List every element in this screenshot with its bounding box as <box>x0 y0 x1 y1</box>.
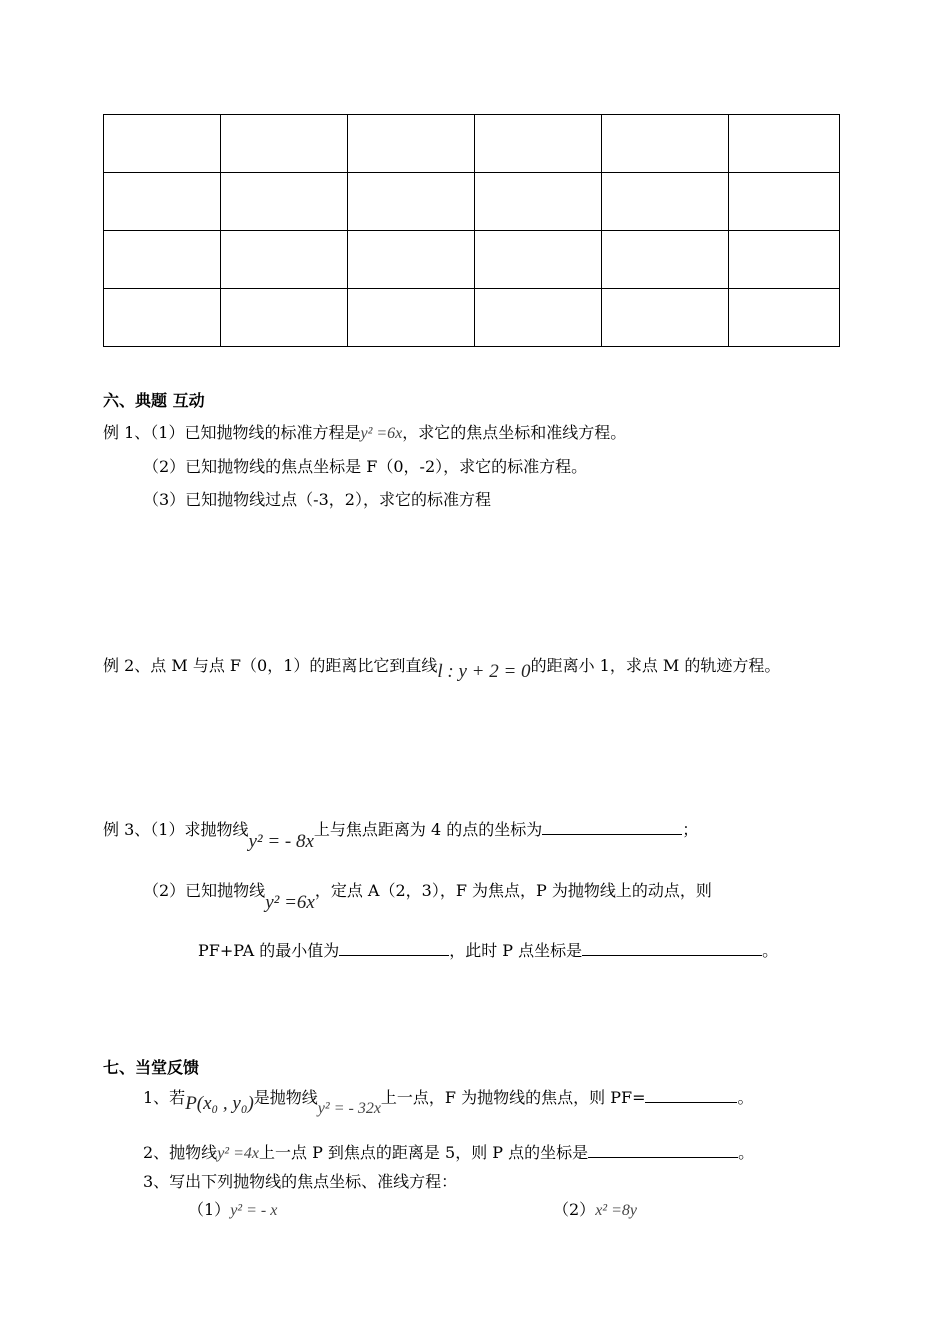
example-1-part-1: 例 1、（1）已知抛物线的标准方程是y² =6x，求它的焦点坐标和准线方程。 <box>103 423 627 442</box>
question-3-item-2: （2）x² =8y <box>553 1200 637 1219</box>
question-3: 3、写出下列抛物线的焦点坐标、准线方程： <box>143 1172 458 1191</box>
answer-blank[interactable] <box>645 1087 737 1103</box>
question-1: 1、若P(x₀ , y₀)是抛物线y² = - 32x上一点，F 为抛物线的焦点，则 PF= 。 <box>143 1088 754 1117</box>
section-7-title: 七、当堂反馈 <box>103 1058 200 1077</box>
answer-blank[interactable] <box>582 940 762 956</box>
example-1-label: 例 1、 <box>103 423 151 442</box>
formula: y² =6x <box>265 892 315 913</box>
example-3-part-2: （2）已知抛物线y² =6x，定点 A（2，3），F 为焦点，P 为抛物线上的动点，则 <box>143 881 712 913</box>
question-3-item-1: （1）y² = - x <box>188 1200 278 1219</box>
formula: y² = - 8x <box>248 831 314 852</box>
section-6-title: 六、典题 互动 <box>103 391 205 410</box>
question-2: 2、抛物线y² =4x上一点 P 到焦点的距离是 5，则 P 点的坐标是 。 <box>143 1143 755 1162</box>
example-1-part-3: （3）已知抛物线过点（-3，2），求它的标准方程 <box>143 490 491 509</box>
example-3-part-1: 例 3、（1）求抛物线y² = - 8x上与焦点距离为 4 的点的坐标为 ； <box>103 820 699 852</box>
formula: x² =8y <box>595 1202 637 1219</box>
example-3-part-3: PF+PA 的最小值为 ，此时 P 点坐标是 。 <box>198 941 779 960</box>
example-2: 例 2、点 M 与点 F（0，1）的距离比它到直线l : y + 2 = 0的距离小 1，求点 M 的轨迹方程。 <box>103 656 781 682</box>
formula: y² = - x <box>230 1202 278 1219</box>
example-1-part-2: （2）已知抛物线的焦点坐标是 F（0，-2），求它的标准方程。 <box>143 457 588 476</box>
answer-blank[interactable] <box>339 940 449 956</box>
formula: y² = - 32x <box>317 1100 381 1117</box>
formula: l : y + 2 = 0 <box>437 661 531 682</box>
answer-blank[interactable] <box>588 1142 738 1158</box>
blank-table <box>103 114 840 347</box>
answer-blank[interactable] <box>542 819 682 835</box>
formula: y² =6x <box>360 425 403 442</box>
formula: y² =4x <box>217 1145 259 1162</box>
formula: P(x₀ , y₀) <box>185 1093 254 1114</box>
